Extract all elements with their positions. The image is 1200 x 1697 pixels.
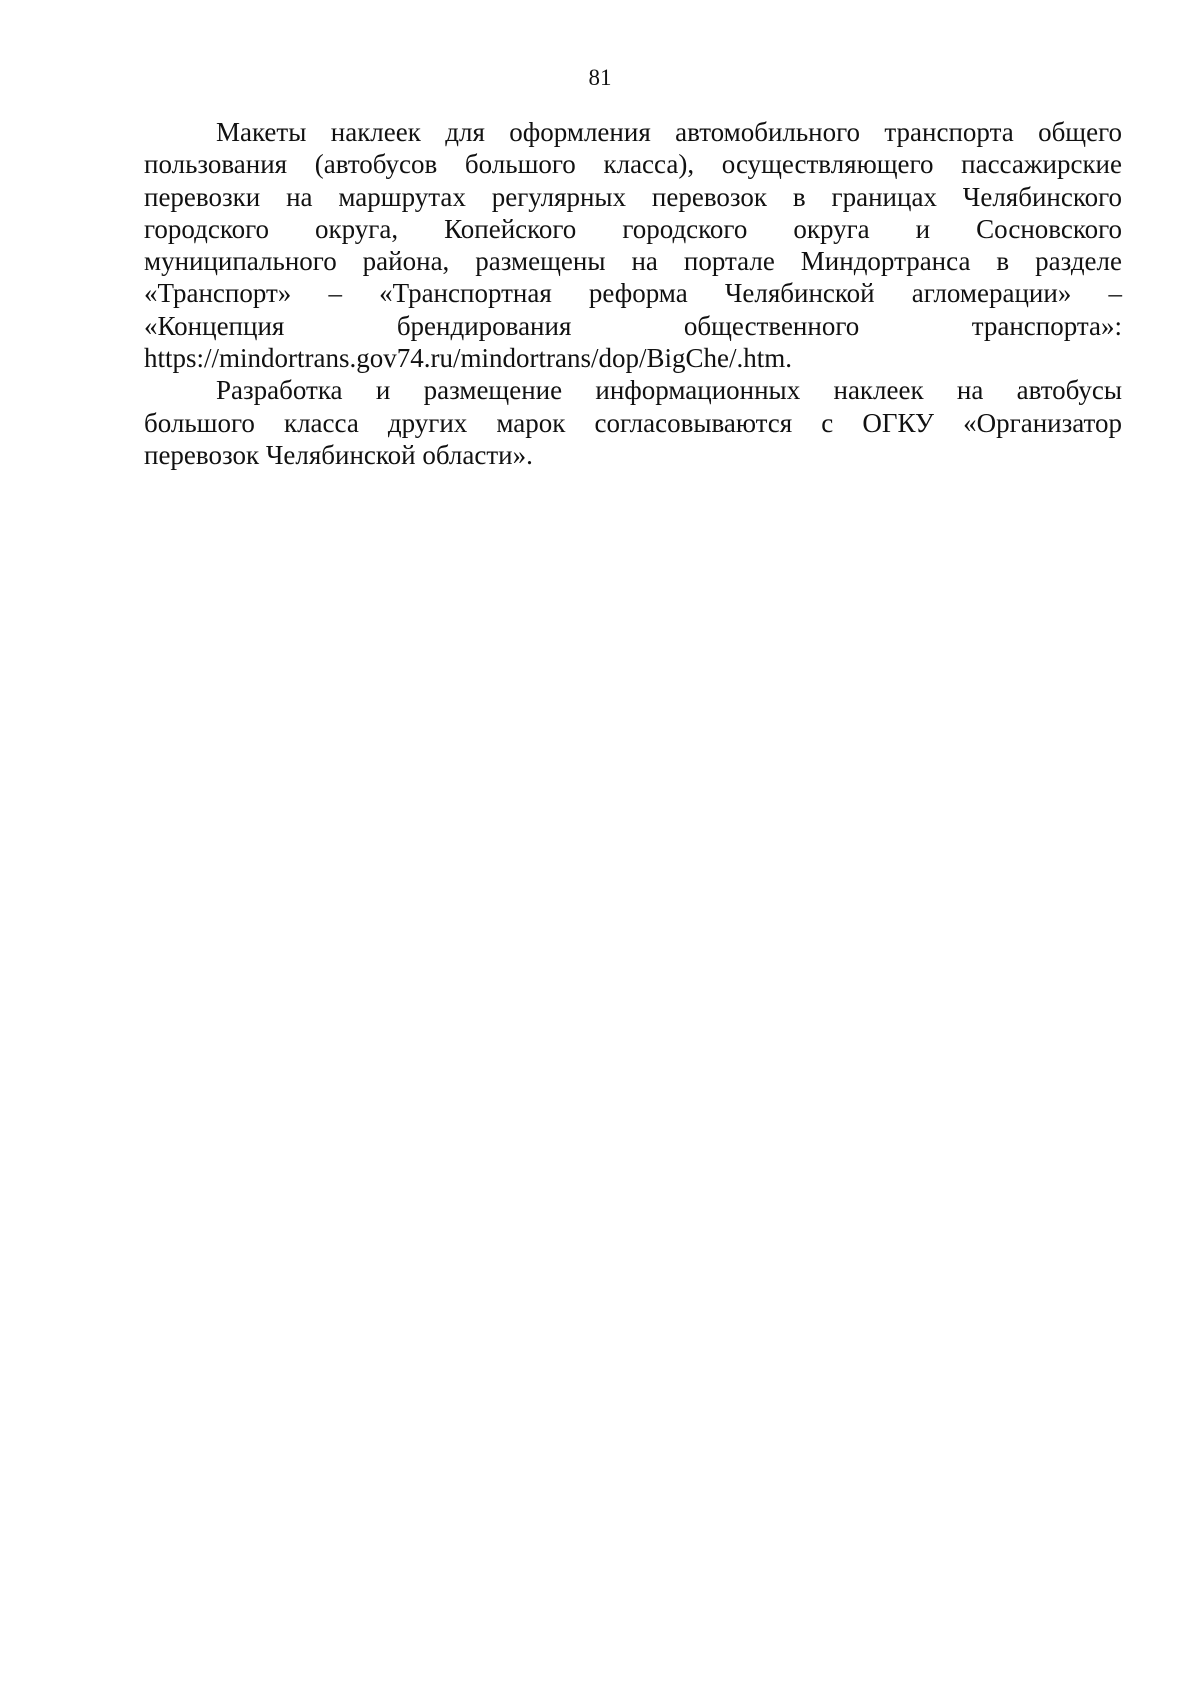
text-line: муниципального района, размещены на портале Миндортранса в разделе [144, 246, 1122, 277]
text-line: городского округа, Копейского городского округа и Сосновского [144, 213, 1122, 244]
paragraph-stickers-approval [144, 374, 1122, 471]
text-line: пользования (автобусов большого класса), осуществляющего пассажирские [144, 149, 1122, 180]
text-line: Макеты наклеек для оформления автомобильного транспорта общего [216, 117, 1122, 147]
text-line: «Концепция брендирования общественного транспорта»: [144, 310, 1122, 341]
text-line: «Транспорт» – «Транспортная реформа Челябинской агломерации» – [144, 278, 1122, 309]
text-line: перевозок Челябинской области». [144, 439, 533, 470]
url-link[interactable]: https://mindortrans.gov74.ru/mindortrans/dop/BigChe/.htm. [144, 343, 792, 374]
text-line: перевозки на маршрутах регулярных перевозок в границах Челябинского [144, 181, 1122, 212]
document-body [144, 116, 1122, 471]
paragraph-stickers-layouts [144, 116, 1122, 374]
text-line: Разработка и размещение информационных наклеек на автобусы [216, 375, 1122, 406]
page-number: 81 [588, 65, 612, 90]
text-line: большого класса других марок согласовываются с ОГКУ «Организатор [144, 407, 1122, 438]
